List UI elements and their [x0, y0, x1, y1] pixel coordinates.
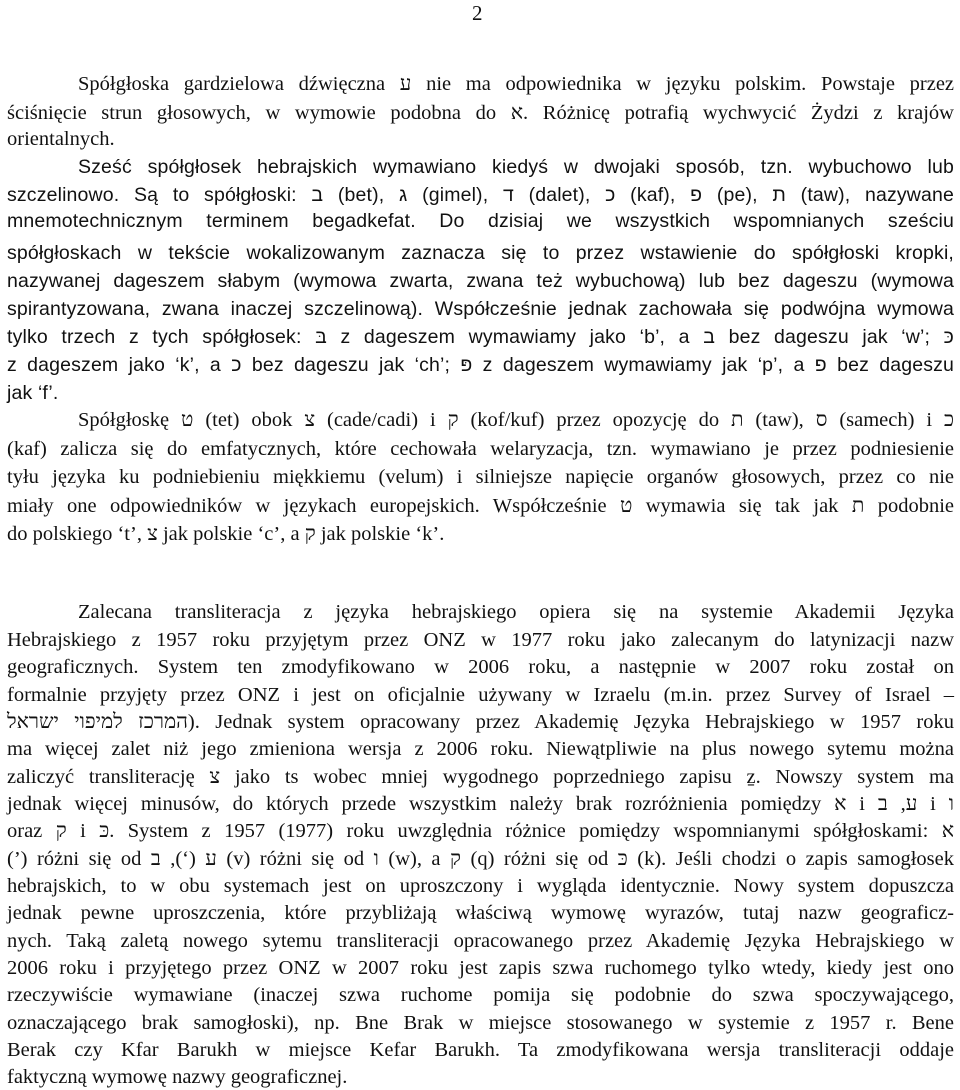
- text-line: z dageszem jako ‘k’, a כ bez dageszu jak ‘ch’; פּ z dageszem wymawiamy jak ‘p’, a פ bez dageszu: [7, 354, 955, 376]
- text-line: orientalnych.: [7, 128, 115, 150]
- text-line: rzeczywiście wymawiane (inaczej szwa ruchome pomija się podobnie do szwa spoczywającego,: [7, 984, 954, 1006]
- text-line: Hebrajskiego z 1957 roku przyjętym przez ONZ w 1977 roku jako zalecanym do latynizacji nazw: [7, 629, 954, 651]
- text-line: miały one odpowiedników w językach europejskich. Współcześnie ט wymawia się tak jak ת podobnie: [7, 495, 954, 517]
- text-line: Berak czy Kfar Barukh w miejsce Kefar Barukh. Ta zmodyfikowana wersja transliteracji oddaje: [7, 1039, 954, 1061]
- text-line: המרכז למיפוי ישראל). Jednak system opracowany przez Akademię Języka Hebrajskiego w 1957 roku: [7, 711, 955, 733]
- text-line: ma więcej zalet niż jego zmieniona wersja z 2006 roku. Niewątpliwie na plus nowego sytemu można: [7, 738, 954, 760]
- text-line: Sześć spółgłosek hebrajskich wymawiano kiedyś w dwojaki sposób, tzn. wybuchowo lub: [78, 156, 954, 178]
- text-line: geograficznych. System ten zmodyfikowano w 2006 roku, a następnie w 2007 roku został on: [7, 656, 954, 678]
- text-line: 2006 roku i przyjętego przez ONZ w 2007 roku jest zapis szwa ruchomego tylko wtedy, kiedy jest ono: [7, 957, 954, 979]
- text-line: (kaf) zalicza się do emfatycznych, które cechowała welaryzacja, tzn. wymawiano je przez podniesienie: [7, 438, 954, 460]
- text-line: do polskiego ‘t’, צ jak polskie ‘c’, a ק jak polskie ‘k’.: [7, 523, 445, 545]
- text-line: Zalecana transliteracja z języka hebrajskiego opiera się na systemie Akademii Języka: [78, 601, 954, 623]
- text-line: oraz ק i כּ. System z 1957 (1977) roku uwzględnia różnice pomiędzy wspomnianymi spółgłoskami: א: [7, 820, 954, 842]
- text-line: nazywanej dageszem słabym (wymowa zwarta, zwana też wybuchową) lub bez dageszu (wymowa: [7, 270, 954, 292]
- text-line: zaliczyć transliterację צ jako ts wobec mniej wygodnego poprzedniego zapisu ẕ. Nowszy system ma: [7, 766, 954, 788]
- text-line: Spółgłoskę ט (tet) obok צ (cade/cadi) i ק (kof/kuf) przez opozycję do ת (taw), ס (samech) i כ: [78, 409, 954, 431]
- text-line: formalnie przyjęty przez ONZ i jest on oficjalnie używany w Izraelu (m.in. przez Survey of Israel –: [7, 684, 954, 706]
- text-line: faktyczną wymowę nazwy geograficznej.: [7, 1066, 348, 1088]
- text-line: spirantyzowana, zwana inaczej szczelinową). Współcześnie jednak zachowała się podwójna wymowa: [7, 298, 954, 320]
- text-line: spółgłoskach w tekście wokalizowanym zaznacza się to przez wstawienie do spółgłoski kropki,: [7, 242, 954, 264]
- text-line: (’) różni się od ע (‘), ב (v) różni się od ו (w), a ק (q) różni się od כּ (k). Jeśli chodzi o zapis samogłosek: [7, 848, 954, 870]
- text-line: mnemotechnicznym terminem begadkefat. Do dzisiaj we wszystkich wspomnianych sześciu: [7, 210, 954, 232]
- text-line: hebrajskich, to w obu systemach jest on uproszczony i wygląda identycznie. Nowy system dopuszcza: [7, 875, 954, 897]
- text-line: ściśnięcie strun głosowych, w wymowie podobna do א. Różnicę potrafią wychwycić Żydzi z krajów: [7, 102, 954, 124]
- text-line: oznaczającego brak samogłoski), np. Bne Brak w miejsce stosowanego w systemie z 1957 r. Bene: [7, 1012, 954, 1034]
- text-line: tyłu języka ku podniebieniu miękkiemu (velum) i silniejsze napięcie organów głosowych, przez co nie: [7, 466, 954, 488]
- text-line: tylko trzech z tych spółgłosek: בּ z dageszem wymawiamy jako ‘b’, a ב bez dageszu jak ‘w’; כּ: [7, 326, 954, 348]
- text-line: nych. Taką zaletą nowego sytemu transliteracji opracowanego przez Akademię Języka Hebrajskiego w: [7, 930, 954, 952]
- text-line: jednak więcej minusów, do których przede wszystkim należy brak rozróżnienia pomiędzy א i ע, ב i ו: [7, 793, 954, 815]
- text-line: jednak pewne uproszczenia, które przybliżają właściwą wymowę wyrazów, tutaj nazw geograficz-: [7, 902, 954, 924]
- text-line: jak ‘f’.: [7, 382, 59, 404]
- page-number: 2: [472, 1, 483, 25]
- text-line: Spółgłoska gardzielowa dźwięczna ע nie ma odpowiednika w języku polskim. Powstaje przez: [78, 73, 955, 95]
- text-line: szczelinowo. Są to spółgłoski: ב (bet), ג (gimel), ד (dalet), כ (kaf), פ (pe), ת (taw), nazywane: [7, 184, 954, 206]
